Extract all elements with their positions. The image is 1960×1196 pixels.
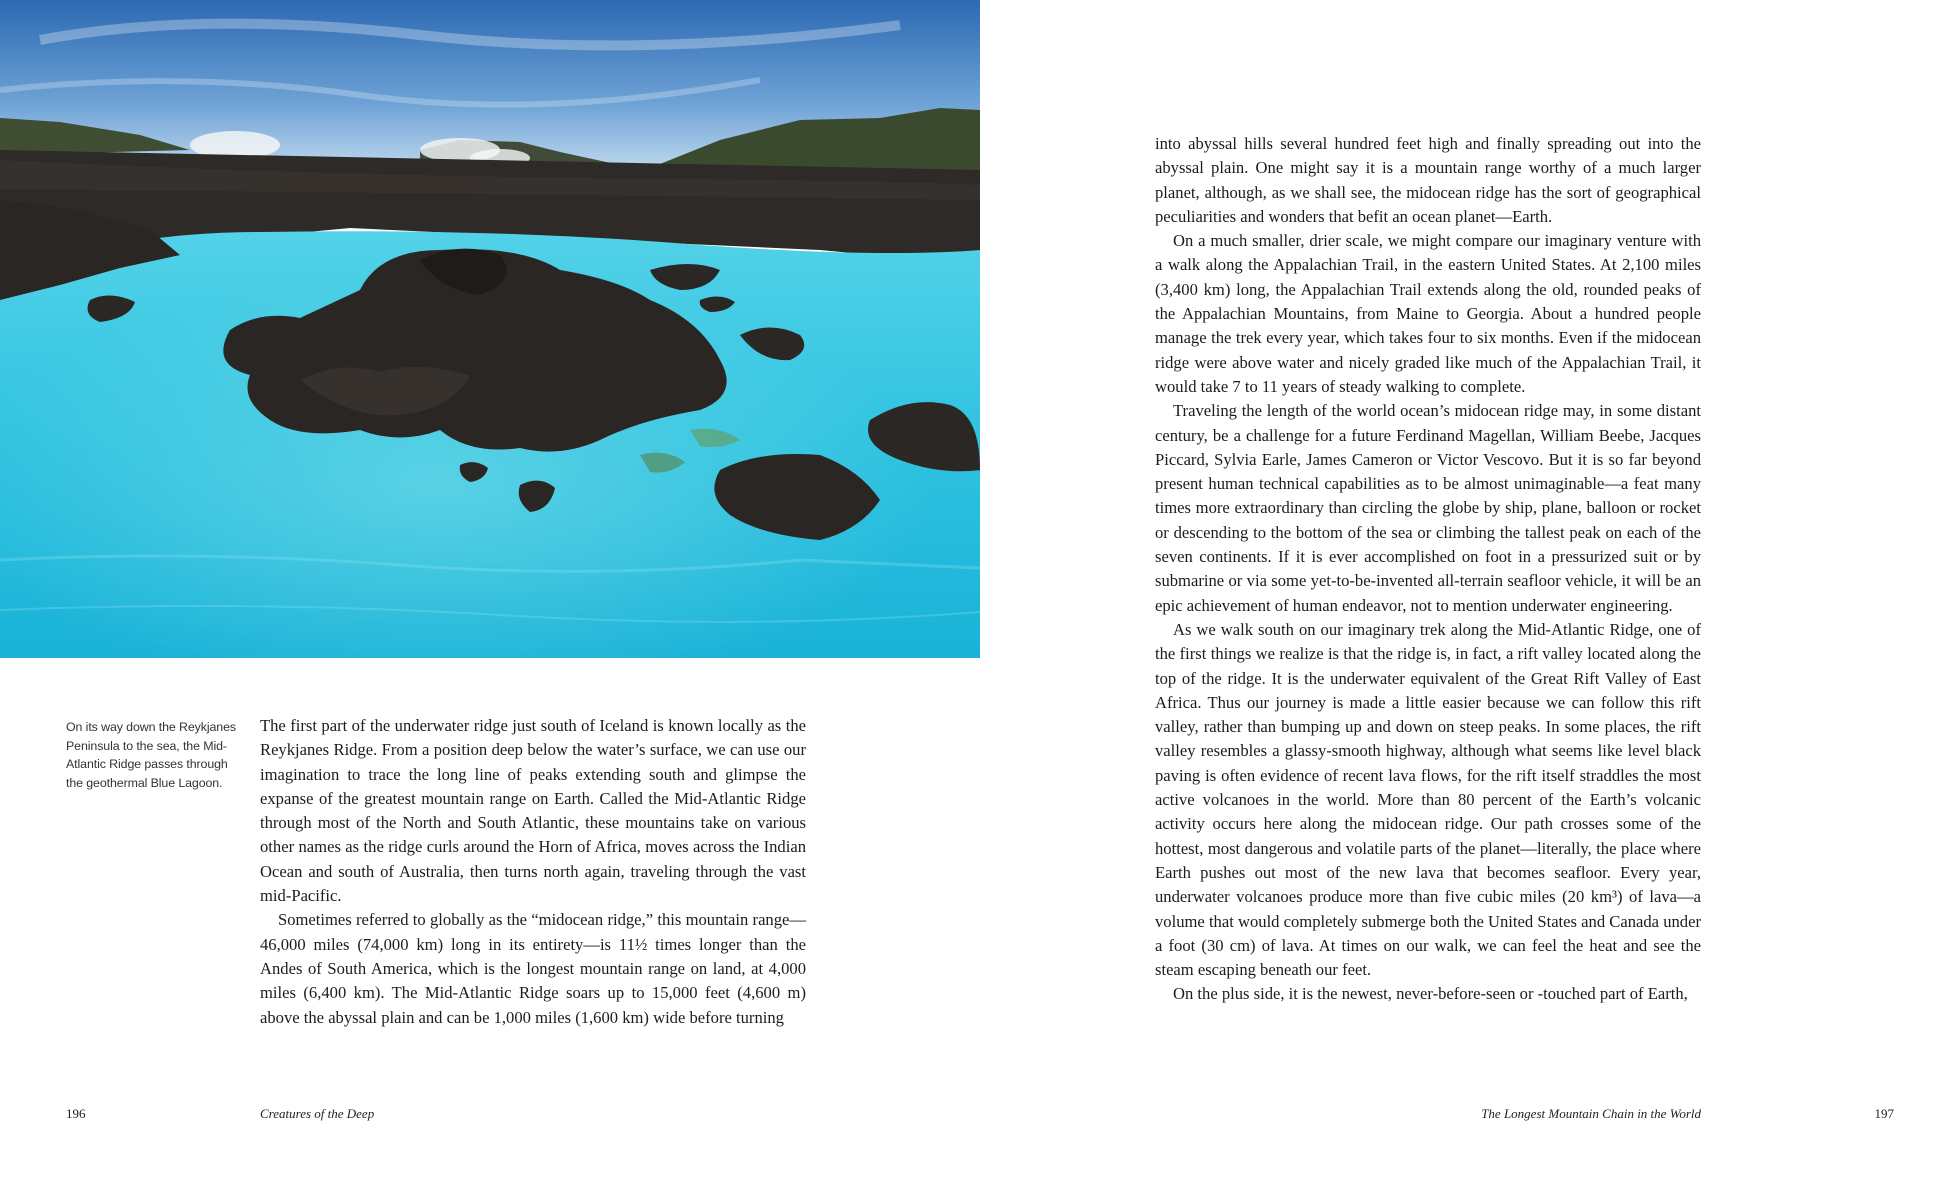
running-head-right: The Longest Mountain Chain in the World (1481, 1106, 1701, 1121)
body-paragraph: On the plus side, it is the newest, never-before-seen or -touched part of Earth, (1173, 984, 1688, 1004)
page-number-left: 196 (66, 1106, 86, 1121)
right-page-body (1155, 132, 1701, 1007)
blue-lagoon-photo (0, 0, 980, 658)
body-paragraph: As we walk south on our imaginary trek along the Mid-Atlantic Ridge, one of the first things we realize is that the ridge is, in fact, a rift valley located along the top of the ridge. It is the underwater equivalent of the Great Rift Valley of East Africa. Thus our journey is made a little easier because we can follow this rift valley, rather than bumping up and down on steep peaks. In some places, the rift valley resembles a glassy-smooth highway, although what seems like level black paving is often evidence of recent lava flows, for the rift itself straddles the most active volcanoes in the world. More than 80 percent of the Earth’s volcanic activity occurs here along the midocean ridge. Our path crosses some of the hottest, most dangerous and volatile parts of the planet—literally, the place where Earth pushes out most of the new lava that becomes seafloor. Every year, underwater volcanoes produce more than five cubic miles (20 km³) of lava—a volume that would completely submerge both the United States and Canada under a foot (30 cm) of lava. At times on our walk, we can feel the heat and see the steam escaping beneath our feet. (1155, 619, 1701, 980)
body-paragraph: The first part of the underwater ridge just south of Iceland is known locally as the Reykjanes Ridge. From a position deep below the water’s surface, we can use our imagination to trace the long line of peaks extending south and glimpse the expanse of the greatest mountain range on Earth. Called the Mid-Atlantic Ridge through most of the North and South Atlantic, these mountains take on various other names as the ridge curls around the Horn of Africa, moves across the Indian Ocean and south of Australia, then turns north again, traveling through the vast mid-Pacific. (260, 716, 806, 906)
running-head-left: Creatures of the Deep (260, 1106, 375, 1121)
left-page-body (260, 714, 806, 1030)
body-paragraph: On a much smaller, drier scale, we might compare our imaginary venture with a walk along the Appalachian Trail, in the eastern United States. At 2,100 miles (3,400 km) long, the Appalachian Trail extends along the old, rounded peaks of the Appalachian Mountains, from Maine to Georgia. About a hundred people manage the trek every year, which takes four to six months. Even if the midocean ridge were above water and nicely graded like much of the Appalachian Trail, it would take 7 to 11 years of steady walking to complete. (1155, 231, 1701, 396)
body-paragraph: Sometimes referred to globally as the “midocean ridge,” this mountain range—46,000 miles (74,000 km) long in its entirety—is 11½ times longer than the Andes of South America, which is the longest mountain range on land, at 4,000 miles (6,400 km). The Mid-Atlantic Ridge soars up to 15,000 feet (4,600 m) above the abyssal plain and can be 1,000 miles (1,600 km) wide before turning (260, 910, 806, 1027)
body-paragraph: into abyssal hills several hundred feet high and finally spreading out into the abyssal plain. One might say it is a mountain range worthy of a much larger planet, although, as we shall see, the midocean ridge has the sort of geographical peculiarities and wonders that befit an ocean planet—Earth. (1155, 134, 1701, 226)
photo-caption: On its way down the Reykjanes Peninsula to the sea, the Mid-Atlantic Ridge passes through the geothermal Blue Lagoon. (66, 720, 236, 790)
page-number-right: 197 (1874, 1106, 1894, 1121)
body-paragraph: Traveling the length of the world ocean’s midocean ridge may, in some distant century, be a challenge for a future Ferdinand Magellan, William Beebe, Jacques Piccard, Sylvia Earle, James Cameron or Victor Vescovo. But it is so far beyond present human technical capabilities as to be almost unimaginable—a feat many times more extraordinary than circling the globe by ship, plane, balloon or rocket or descending to the bottom of the sea or climbing the tallest peak on each of the seven continents. If it is ever accomplished on foot in a pressurized suit or by submarine or via some yet-to-be-invented all-terrain seafloor vehicle, it will be an epic achievement of human endeavor, not to mention underwater engineering. (1155, 401, 1701, 615)
